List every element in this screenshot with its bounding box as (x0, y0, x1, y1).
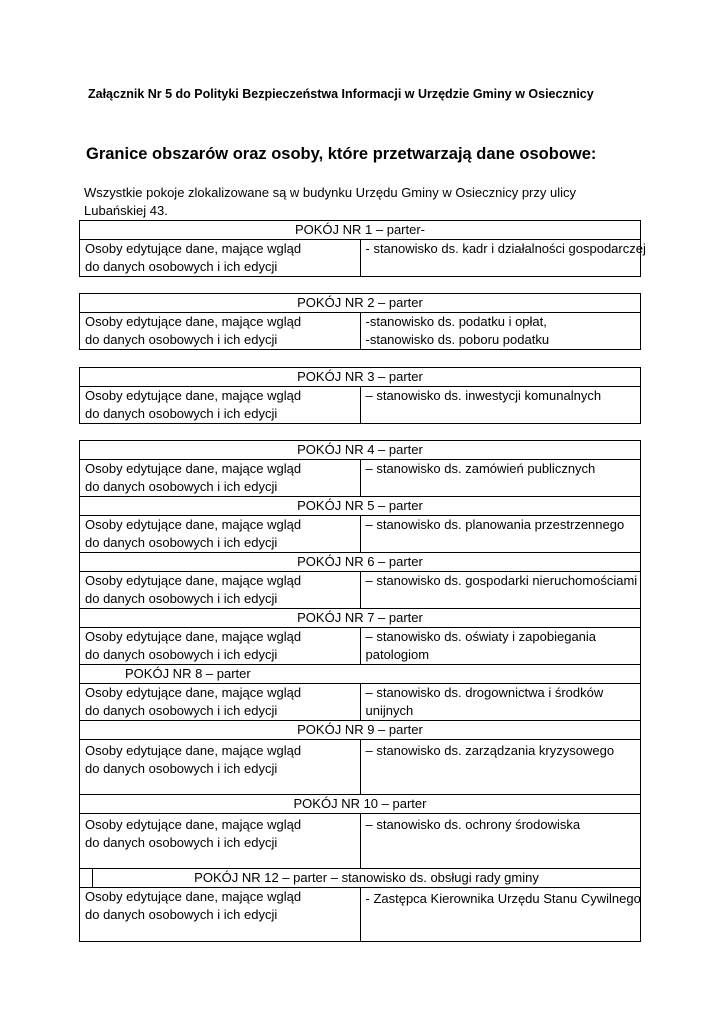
room-header: POKÓJ NR 3 – parter (80, 368, 641, 387)
position-cell (360, 572, 641, 609)
role-label-line-2: do danych osobowych i ich edycji (85, 259, 278, 274)
role-label-line-2: do danych osobowych i ich edycji (85, 406, 278, 421)
intro-paragraph (84, 184, 644, 220)
position-cell (360, 516, 641, 553)
position-text: -stanowisko ds. podatku i opłat, (365, 314, 547, 329)
role-label-line-1: Osoby edytujące dane, mające wgląd (85, 241, 302, 256)
role-label-line-1: Osoby edytujące dane, mające wgląd (85, 461, 302, 476)
room-header: POKÓJ NR 5 – parter (80, 497, 641, 516)
role-label-line-2: do danych osobowych i ich edycji (85, 535, 278, 550)
room-table-4-10 (79, 440, 641, 942)
role-label (80, 387, 361, 424)
room-header-cell (80, 869, 641, 888)
room-header: POKÓJ NR 7 – parter (80, 609, 641, 628)
role-label-line-1: Osoby edytujące dane, mające wgląd (85, 629, 302, 644)
position-cell (360, 628, 641, 665)
room-header: POKÓJ NR 2 – parter (80, 294, 641, 313)
position-text: – stanowisko ds. ochrony środowiska (365, 817, 581, 832)
room-header: POKÓJ NR 6 – parter (80, 553, 641, 572)
role-label-line-2: do danych osobowych i ich edycji (85, 703, 278, 718)
position-cell (360, 313, 641, 350)
role-label-line-2: do danych osobowych i ich edycji (85, 332, 278, 347)
room-header: POKÓJ NR 1 – parter- (80, 221, 641, 240)
position-text: – stanowisko ds. drogownictwa i środków (365, 685, 604, 700)
role-label (80, 628, 361, 665)
role-label (80, 740, 361, 795)
intro-line-2: Lubańskiej 43. (84, 203, 168, 218)
role-label-line-1: Osoby edytujące dane, mające wgląd (85, 388, 302, 403)
position-cell (360, 740, 641, 795)
role-label-line-1: Osoby edytujące dane, mające wgląd (85, 817, 302, 832)
role-label (80, 516, 361, 553)
role-label (80, 460, 361, 497)
role-label-line-1: Osoby edytujące dane, mające wgląd (85, 685, 302, 700)
role-label-line-1: Osoby edytujące dane, mające wgląd (85, 889, 302, 904)
role-label-line-1: Osoby edytujące dane, mające wgląd (85, 517, 302, 532)
position-text: unijnych (365, 703, 414, 718)
position-cell (360, 888, 641, 942)
position-text: - stanowisko ds. kadr i działalności gospodarczej (365, 241, 646, 256)
role-label (80, 814, 361, 869)
room-header: POKÓJ NR 10 – parter (80, 795, 641, 814)
position-text: patologiom (365, 647, 430, 662)
role-label-line-2: do danych osobowych i ich edycji (85, 907, 278, 922)
room-header: POKÓJ NR 4 – parter (80, 441, 641, 460)
position-text: – stanowisko ds. zamówień publicznych (365, 461, 596, 476)
role-label-line-2: do danych osobowych i ich edycji (85, 835, 278, 850)
room-header: POKÓJ NR 9 – parter (80, 721, 641, 740)
position-text: – stanowisko ds. oświaty i zapobiegania (365, 629, 597, 644)
position-cell (360, 814, 641, 869)
room-table-2 (79, 293, 641, 350)
position-cell (360, 240, 646, 277)
position-cell (360, 684, 641, 721)
role-label (80, 572, 361, 609)
role-label-line-2: do danych osobowych i ich edycji (85, 761, 278, 776)
room-table-1 (79, 220, 646, 277)
attachment-heading: Załącznik Nr 5 do Polityki Bezpieczeństwa Informacji w Urzędzie Gminy w Osiecznicy (88, 87, 594, 101)
position-text: – stanowisko ds. inwestycji komunalnych (365, 388, 602, 403)
room-header: POKÓJ NR 8 – parter (80, 665, 641, 684)
role-label (80, 240, 361, 277)
role-label-line-1: Osoby edytujące dane, mające wgląd (85, 573, 302, 588)
role-label-line-2: do danych osobowych i ich edycji (85, 647, 278, 662)
room-table-3 (79, 367, 641, 424)
position-cell (360, 387, 641, 424)
role-label-line-2: do danych osobowych i ich edycji (85, 479, 278, 494)
document-title: Granice obszarów oraz osoby, które przetwarzają dane osobowe: (86, 145, 597, 163)
role-label-line-1: Osoby edytujące dane, mające wgląd (85, 314, 302, 329)
role-label-line-1: Osoby edytujące dane, mające wgląd (85, 743, 302, 758)
role-label (80, 313, 361, 350)
header-stub-cell (80, 869, 93, 887)
role-label-line-2: do danych osobowych i ich edycji (85, 591, 278, 606)
role-label (80, 888, 361, 942)
position-text: - Zastępca Kierownika Urzędu Stanu Cywilnego (365, 891, 641, 906)
role-label (80, 684, 361, 721)
position-text: – stanowisko ds. zarządzania kryzysowego (365, 743, 615, 758)
position-text: – stanowisko ds. planowania przestrzennego (365, 517, 625, 532)
position-text: -stanowisko ds. poboru podatku (365, 332, 550, 347)
room-header: POKÓJ NR 12 – parter – stanowisko ds. obsługi rady gminy (194, 870, 539, 885)
intro-line-1: Wszystkie pokoje zlokalizowane są w budynku Urzędu Gminy w Osiecznicy przy ulicy (84, 185, 577, 200)
position-text: – stanowisko ds. gospodarki nieruchomościami (365, 573, 638, 588)
position-cell (360, 460, 641, 497)
